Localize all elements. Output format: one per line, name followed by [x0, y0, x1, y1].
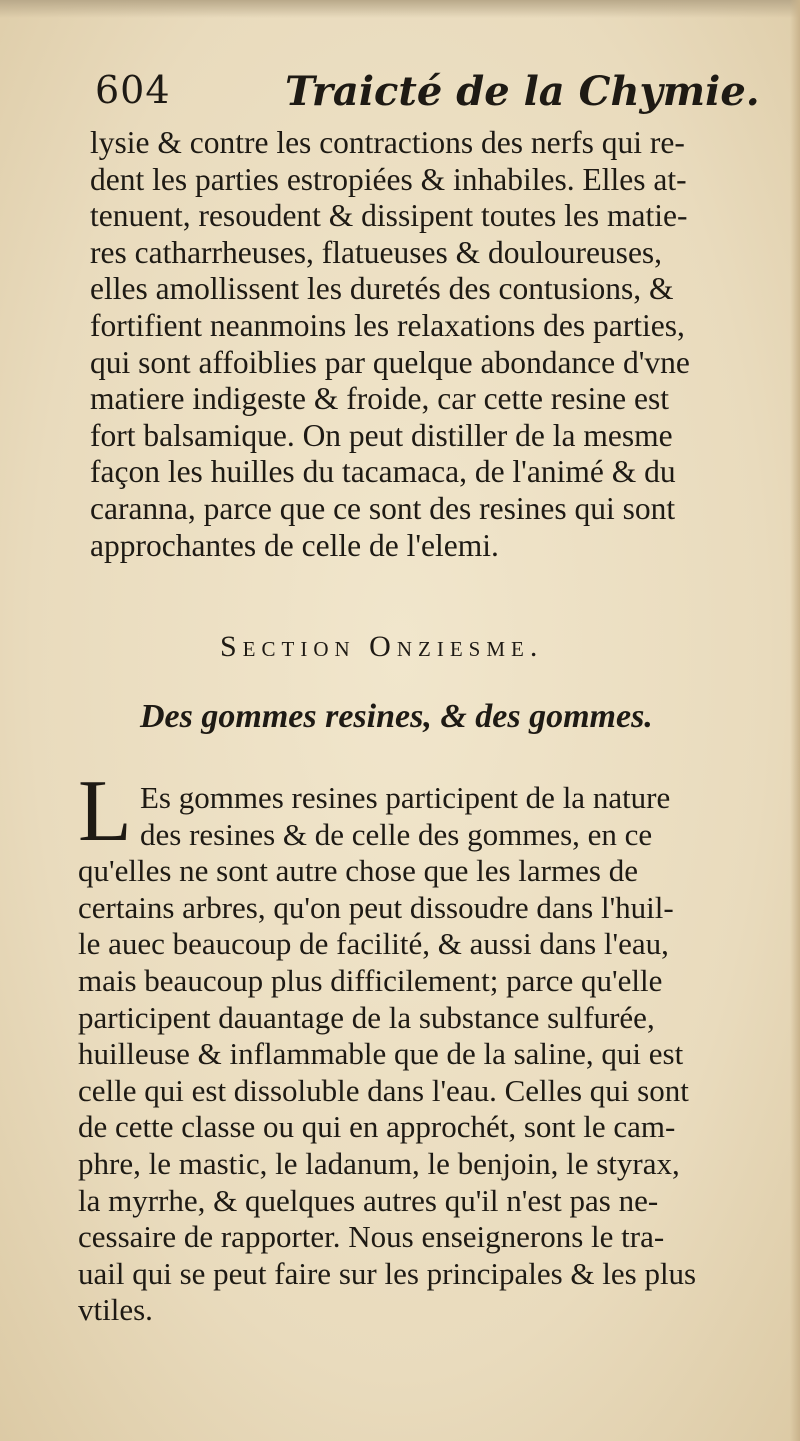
text-line: certains arbres, qu'on peut dissoudre dans l'huil- [78, 889, 674, 925]
text-line: cessaire de rapporter. Nous enseignerons le tra- [78, 1219, 665, 1255]
text-line: Es gommes resines participent de la nature [140, 780, 671, 815]
text-line: qui sont affoiblies par quelque abondance d'vne [90, 344, 690, 380]
text-line: vtiles. [78, 1292, 153, 1328]
text-line: lysie & contre les contractions des nerfs qui re- [90, 125, 685, 160]
text-line: fort balsamique. On peut distiller de la mesme [90, 417, 673, 453]
text-line: matiere indigeste & froide, car cette resine est [90, 381, 669, 417]
paragraph-2 [78, 780, 768, 1329]
text-line: dent les parties estropiées & inhabiles. Elles at- [90, 161, 687, 197]
text-line: huilleuse & inflammable que de la saline, qui est [78, 1036, 684, 1072]
text-line: phre, le mastic, le ladanum, le benjoin, le styrax, [78, 1145, 680, 1181]
text-line: tenuent, resoudent & dissipent toutes les matie- [90, 198, 688, 234]
text-line: des resines & de celle des gommes, en ce [140, 816, 653, 852]
text-line: de cette classe ou qui en approchét, sont le cam- [78, 1109, 676, 1145]
text-line: uail qui se peut faire sur les principales & les plus [78, 1255, 697, 1291]
section-subtitle: Des gommes resines, & des gommes. [140, 698, 653, 735]
text-line: celle qui est dissoluble dans l'eau. Celles qui sont [78, 1072, 689, 1108]
page-header [95, 68, 760, 128]
paragraph-1 [90, 125, 765, 564]
page-edge [790, 0, 800, 1441]
text-line: façon les huilles du tacamaca, de l'animé & du [90, 454, 676, 490]
text-line: la myrrhe, & quelques autres qu'il n'est pas ne- [78, 1182, 659, 1218]
text-line: caranna, parce que ce sont des resines qui sont [90, 490, 676, 526]
running-title: Traicté de la Chymie. [285, 68, 760, 115]
text-line: qu'elles ne sont autre chose que les larmes de [78, 853, 638, 889]
drop-cap: L [78, 763, 132, 860]
page-number: 604 [95, 68, 171, 112]
section-heading: Section Onziesme. [220, 630, 544, 663]
page-top-shadow [0, 0, 800, 18]
text-line: fortifient neanmoins les relaxations des parties, [90, 307, 685, 343]
text-line: participent dauantage de la substance sulfurée, [78, 999, 655, 1035]
text-line: mais beaucoup plus difficilement; parce qu'elle [78, 962, 663, 998]
text-line: elles amollissent les duretés des contusions, & [90, 271, 674, 307]
text-line: approchantes de celle de l'elemi. [90, 527, 499, 563]
text-line: res catharrheuses, flatueuses & douloureuses, [90, 234, 663, 270]
text-line: le auec beaucoup de facilité, & aussi dans l'eau, [78, 926, 669, 962]
